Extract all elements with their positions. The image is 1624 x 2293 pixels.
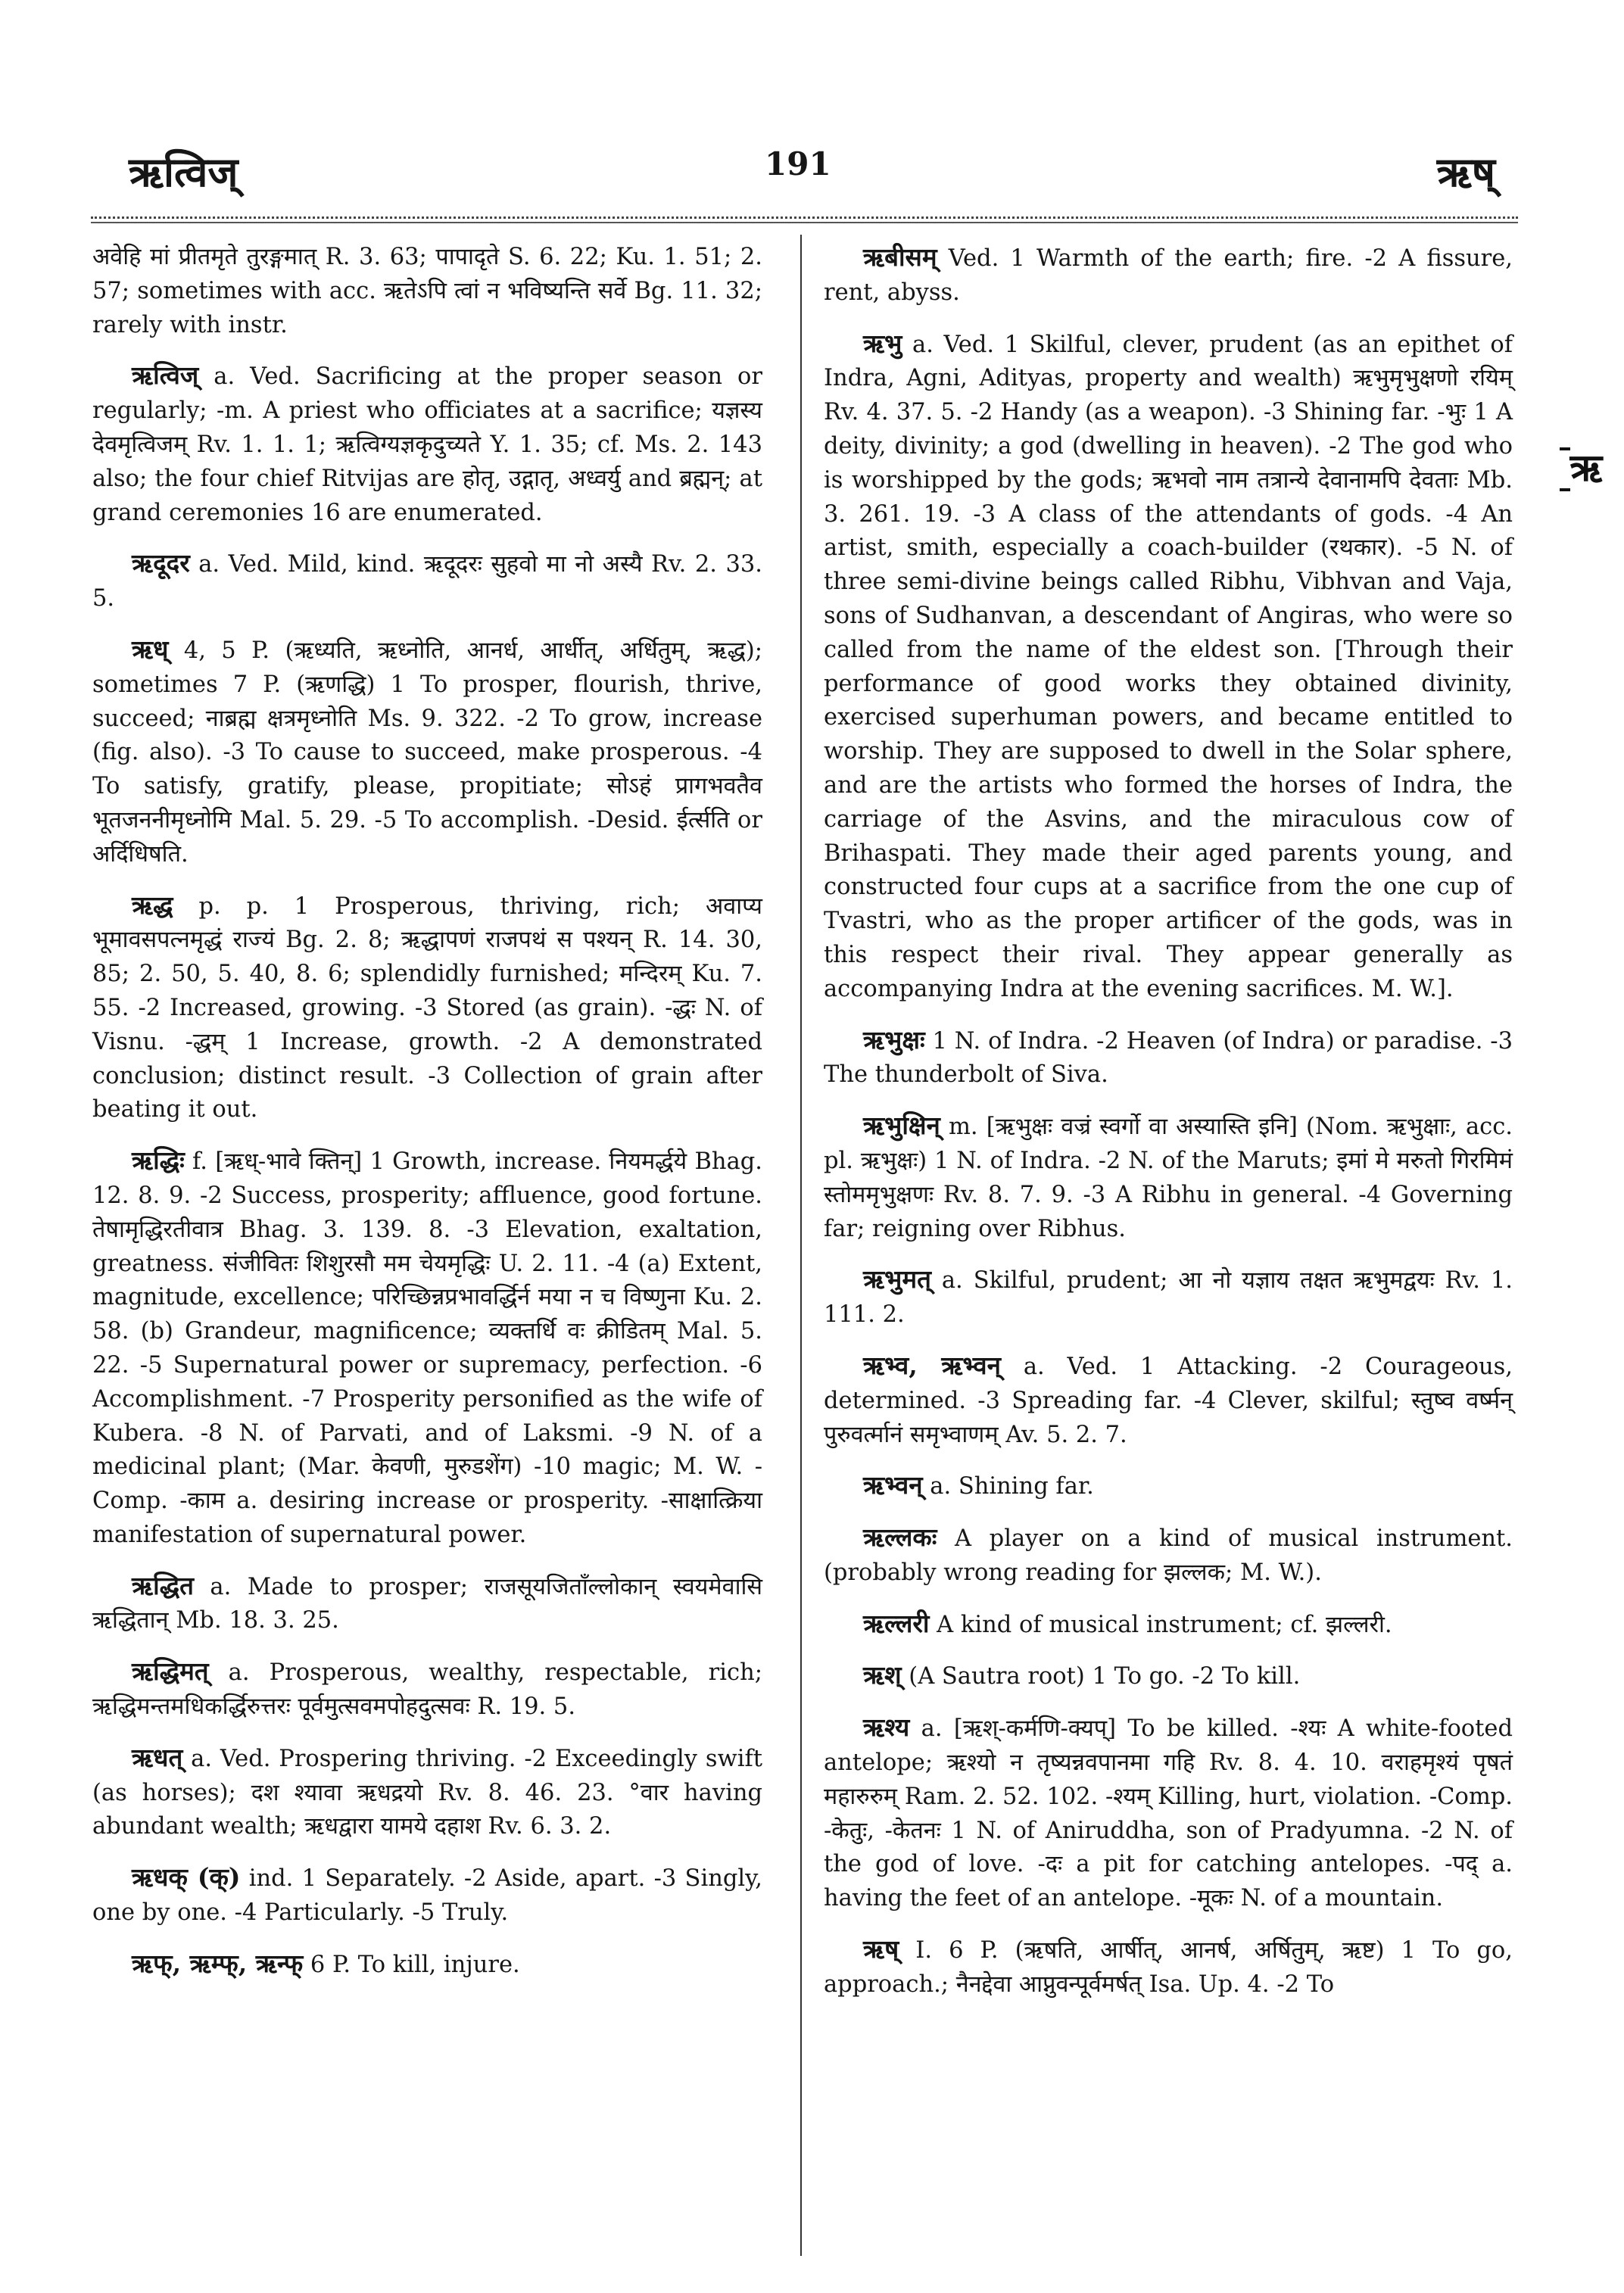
entry-definition: a. Ved. Sacrificing at the proper season or regularly; -m. A priest who officiates at a sacrifice; यज्ञस्य देवमृत्विजम् Rv. 1. 1. 1; ऋत्विग्यज्ञकृदुच्यते Y. 1. 35; cf. Ms. 2. 143 also; the four chief Ritvijas are होतृ, उद्गातृ, अध्वर्यु and ब्रह्मन्; at grand ceremonies 16 are enumerated. xyxy=(92,363,762,526)
header-rule-solid xyxy=(91,222,1518,223)
entry-headword: ऋल्लरी xyxy=(863,1608,930,1638)
entry-definition: I. 6 P. (ऋषति, आर्षीत्, आनर्ष, अर्षितुम्, ऋष्ट) 1 To go, approach.; नैनद्देवा आप्नुवन्पूर्वमर्षत् Isa. Up. 4. -2 To xyxy=(824,1937,1513,1998)
dictionary-entry xyxy=(824,1659,1513,1694)
thumb-index-bars xyxy=(1560,447,1570,491)
dictionary-entry xyxy=(92,1947,762,1983)
entry-headword: ऋभ्वन् xyxy=(863,1470,923,1500)
entry-definition: m. [ऋभुक्षः वज्रं स्वर्गो वा अस्यास्ति इनि] (Nom. ऋभुक्षाः, acc. pl. ऋभुक्षः) 1 N. of Indra. -2 N. of the Maruts; इमां मे मरुतो गिरमिमं स्तोममृभुक्षणः Rv. 8. 7. 9. -3 A Ribhu in general. -4 Governing far; reigning over Ribhus. xyxy=(824,1114,1513,1242)
entry-headword: ऋष् xyxy=(863,1934,899,1964)
entry-definition: अवेहि मां प्रीतमृते तुरङ्गमात् R. 3. 63; पापादृते S. 6. 22; Ku. 1. 51; 2. 57; sometimes with acc. ऋतेऽपि त्वां न भविष्यन्ति सर्वे Bg. 11. 32; rarely with instr. xyxy=(92,244,762,338)
entry-definition: a. Prosperous, wealthy, respectable, rich; ऋद्धिमन्तमधिकर्द्धिरुत्तरः पूर्वमुत्सवमपोहदुत्सवः R. 19. 5. xyxy=(92,1659,762,1721)
dictionary-entry xyxy=(824,327,1513,1007)
entry-headword: ऋभु xyxy=(863,328,902,358)
dictionary-entry xyxy=(824,1469,1513,1504)
entry-definition: ind. 1 Separately. -2 Aside, apart. -3 Singly, one by one. -4 Particularly. -5 Truly. xyxy=(92,1865,762,1927)
right-column xyxy=(824,241,1513,2248)
dictionary-entry xyxy=(92,547,762,616)
entry-headword: ऋधत् xyxy=(132,1742,183,1772)
entry-definition: f. [ऋध्-भावे क्तिन्] 1 Growth, increase. नियमर्द्धये Bhag. 12. 8. 9. -2 Success, prosperity; affluence, good fortune. तेषामृद्धिरतीवात्र Bhag. 3. 139. 8. -3 Elevation, exaltation, greatness. संजीवितः शिशुरसौ मम चेयमृद्धिः U. 2. 11. -4 (a) Extent, magnitude, excellence; परिच्छिन्नप्रभावर्द्धिर्न मया न च विष्णुना Ku. 2. 58. (b) Grandeur, magnificence; व्यक्तर्धि वः क्रीडितम् Mal. 5. 22. -5 Supernatural power or supremacy, perfection. -6 Accomplishment. -7 Prosperity personified as the wife of Kubera. -8 N. of Parvati, and of Laksmi. -9 N. of a medicinal plant; (Mar. केवणी, मुरुडशेंग) -10 magic; M. W. -Comp. -काम a. desiring increase or prosperity. -साक्षात्क्रिया manifestation of supernatural power. xyxy=(92,1148,762,1548)
dictionary-entry xyxy=(824,1933,1513,2002)
entry-headword: ऋभुमत् xyxy=(863,1264,931,1294)
entry-headword: ऋधक् (क्) xyxy=(132,1862,241,1893)
entry-headword: ऋद्धिमत् xyxy=(132,1656,209,1687)
entry-headword: ऋद्ध xyxy=(132,889,173,920)
entry-headword: ऋदूदर xyxy=(132,548,190,578)
entry-headword: ऋल्लकः xyxy=(863,1522,937,1553)
entry-headword: ऋबीसम् xyxy=(863,242,937,272)
entry-headword: ऋश्य xyxy=(863,1712,910,1743)
entry-definition: a. Ved. 1 Attacking. -2 Courageous, determined. -3 Spreading far. -4 Clever, skilful; स्तुष्व वर्ष्मन् पुरुवर्त्मानं समृभ्वाणम् Av. 5. 2. 7. xyxy=(824,1353,1513,1448)
entry-definition: a. Ved. Mild, kind. ऋदूदरः सुहवो मा नो अस्यै Rv. 2. 33. 5. xyxy=(92,551,762,612)
entry-definition: a. Skilful, prudent; आ नो यज्ञाय तक्षत ऋभुमद्वयः Rv. 1. 111. 2. xyxy=(824,1267,1513,1329)
dictionary-entry xyxy=(92,1741,762,1844)
entry-definition: 4, 5 P. (ऋध्यति, ऋध्नोति, आनर्ध, आर्धीत्, अर्धितुम्, ऋद्ध); sometimes 7 P. (ऋणद्धि) 1 To prosper, flourish, thrive, succeed; नाब्रह्म क्षत्रमृध्नोति Ms. 9. 322. -2 To grow, increase (fig. also). -3 To cause to succeed, make prosperous. -4 To satisfy, gratify, please, propitiate; सोऽहं प्रागभवतैव भूतजननीमृध्नोमि Mal. 5. 29. -5 To accomplish. -Desid. ईर्त्सति or अर्दिधिषति. xyxy=(92,637,762,868)
entry-headword: ऋद्धिः xyxy=(132,1145,185,1176)
entry-definition: a. Shining far. xyxy=(930,1473,1094,1500)
dictionary-entry xyxy=(824,241,1513,310)
entry-definition: a. [ऋश्-कर्मणि-क्यप्] To be killed. -श्यः A white-footed antelope; ऋश्यो न तृष्यन्नवपानमा गहि Rv. 8. 4. 10. वराहमृश्यं पृषतं महारुरुम् Ram. 2. 52. 102. -श्यम् Killing, hurt, violation. -Comp. -केतुः, -केतनः 1 N. of Aniruddha, son of Pradyumna. -2 N. of the god of love. -दः a pit for catching antelopes. -पद् a. having the feet of an antelope. -मूकः N. of a mountain. xyxy=(824,1715,1513,1912)
dictionary-entry xyxy=(92,1655,762,1724)
dictionary-entry xyxy=(824,1109,1513,1246)
dictionary-entry xyxy=(824,1263,1513,1332)
entry-definition: Ved. 1 Warmth of the earth; fire. -2 A fissure, rent, abyss. xyxy=(824,245,1513,306)
header-rule-dotted xyxy=(91,217,1518,219)
entry-definition: a. Ved. 1 Skilful, clever, prudent (as an epithet of Indra, Agni, Adityas, property and wealth) ऋभुमृभुक्षणो रयिम् Rv. 4. 37. 5. -2 Handy (as a weapon). -3 Shining far. -भुः 1 A deity, divinity; a god (dwelling in heaven). -2 The god who is worshipped by the gods; ऋभवो नाम तत्रान्ये देवानामपि देवताः Mb. 3. 261. 19. -3 A class of the attendants of gods. -4 An artist, smith, especially a coach-builder (रथकार). -5 N. of three semi-divine beings called Ribhu, Vibhvan and Vaja, sons of Sudhanvan, a descendant of Angiras, who were so called from the name of the eldest son. [Through their performance of good works they obtained divinity, exercised superhuman powers, and became entitled to worship. They are supposed to dwell in the Solar sphere, and are the artists who formed the horses of Indra, the carriage of the Asvins, and the miraculous cow of Brihaspati. They made their aged parents young, and constructed four cups at a sacrifice from the one cup of Tvastri, who as the proper artificer of the gods, was in this respect their rival. They appear generally as accompanying Indra at the evening sacrifices. M. W.]. xyxy=(824,331,1513,1002)
column-divider xyxy=(800,235,802,2256)
thumb-index-tab xyxy=(1560,443,1602,490)
dictionary-entry xyxy=(92,241,762,342)
entry-headword: ऋभुक्षः xyxy=(863,1024,925,1055)
entry-headword: ऋभुक्षिन् xyxy=(863,1111,940,1141)
entry-definition: A player on a kind of musical instrument. (probably wrong reading for झल्लक; M. W.). xyxy=(824,1525,1513,1586)
entry-definition: p. p. 1 Prosperous, thriving, rich; अवाप्य भूमावसपत्नमृद्धं राज्यं Bg. 2. 8; ऋद्धापणं राजपथं स पश्यन् R. 14. 30, 85; 2. 50, 5. 40, 8. 6; splendidly furnished; मन्दिरम् Ku. 7. 55. -2 Increased, growing. -3 Stored (as grain). -द्धः N. of Visnu. -द्धम् 1 Increase, growth. -2 A demonstrated conclusion; distinct result. -3 Collection of grain after beating it out. xyxy=(92,893,762,1123)
entry-headword: ऋद्धित xyxy=(132,1570,194,1600)
entry-definition: 6 P. To kill, injure. xyxy=(310,1951,520,1978)
entry-headword: ऋत्विज् xyxy=(132,360,199,391)
page-number: 191 xyxy=(765,145,831,182)
entry-headword: ऋभ्व, ऋभ्वन् xyxy=(863,1350,1001,1380)
header-right-catchword: ऋष् xyxy=(1436,148,1495,196)
dictionary-entry xyxy=(92,1144,762,1553)
thumb-index-letter: ऋ xyxy=(1569,445,1603,490)
entry-definition: a. Ved. Prospering thriving. -2 Exceedingly swift (as horses); दश श्यावा ऋधद्रयो Rv. 8. 46. 23. °वार having abundant wealth; ऋधद्वारा यामये दहाश Rv. 6. 3. 2. xyxy=(92,1745,762,1840)
entry-definition: (A Sautra root) 1 To go. -2 To kill. xyxy=(909,1663,1301,1690)
dictionary-entry xyxy=(92,633,762,872)
running-head xyxy=(0,0,1624,227)
dictionary-entry xyxy=(824,1711,1513,1916)
entry-definition: a. Made to prosper; राजसूयजितॉंल्लोकान् स्वयमेवासि ऋद्धितान् Mb. 18. 3. 25. xyxy=(92,1573,762,1634)
left-column xyxy=(92,241,762,2248)
dictionary-entry xyxy=(92,359,762,530)
dictionary-entry xyxy=(92,1569,762,1639)
dictionary-entry xyxy=(824,1023,1513,1093)
dictionary-entry xyxy=(824,1521,1513,1590)
entry-headword: ऋध् xyxy=(132,634,169,664)
header-left-catchword: ऋत्विज् xyxy=(129,148,238,196)
entry-definition: A kind of musical instrument; cf. झल्लरी. xyxy=(937,1611,1392,1638)
entry-headword: ऋफ्, ऋम्फ्, ऋन्फ् xyxy=(132,1948,304,1978)
dictionary-entry xyxy=(92,889,762,1128)
entry-definition: 1 N. of Indra. -2 Heaven (of Indra) or paradise. -3 The thunderbolt of Siva. xyxy=(824,1027,1513,1089)
dictionary-entry xyxy=(824,1607,1513,1643)
entry-headword: ऋश् xyxy=(863,1660,902,1690)
dictionary-entry xyxy=(824,1349,1513,1452)
dictionary-entry xyxy=(92,1861,762,1930)
